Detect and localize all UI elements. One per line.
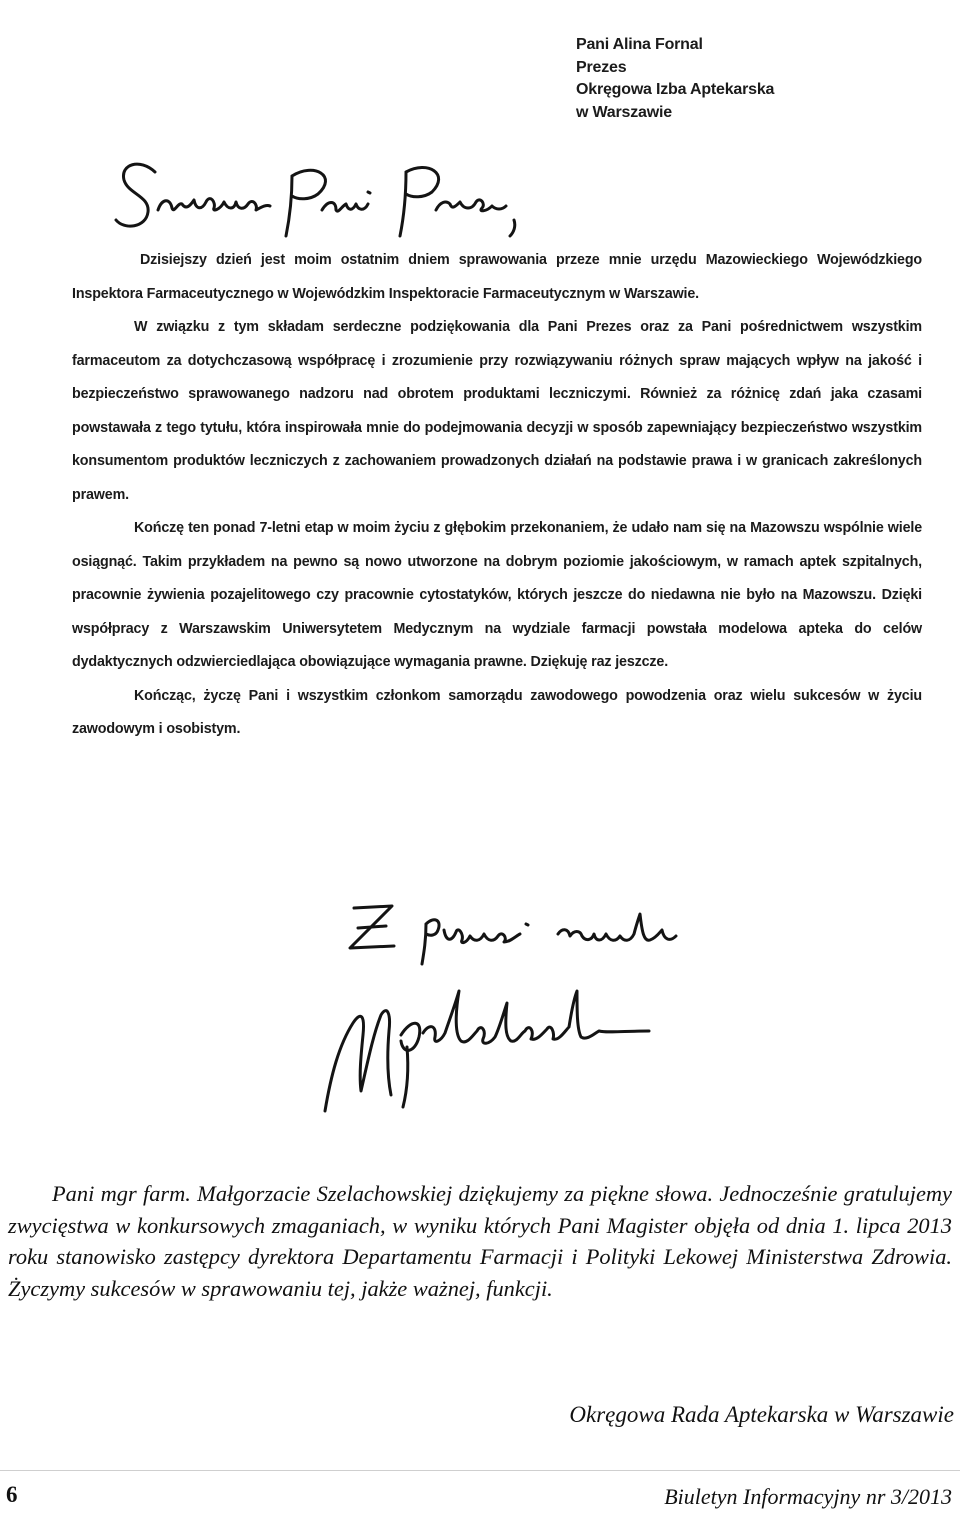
recipient-address	[576, 34, 774, 124]
letter-paragraph: Dzisiejszy dzień jest moim ostatnim dniem sprawowania przeze mnie urzędu Mazowieckiego Wojewódzkiego Inspektora Farmaceutycznego w Wojewódzkim Inspektoracie Farmaceutycznym w Warszawie.	[72, 252, 922, 302]
recipient-line: Okręgowa Izba Aptekarska	[576, 81, 775, 98]
letter-body	[72, 244, 922, 747]
recipient-line: Prezes	[576, 58, 627, 76]
letter-paragraph: Kończę ten ponad 7-letni etap w moim życiu z głębokim przekonaniem, że udało nam się na Mazowszu wspólnie wiele osiągnąć. Takim przykładem na pewno są nowo utworzone na dobrym poziomie jakościowym, w ramach aptek szpitalnych, pracownie żywienia pozajelitowego czy pracownie cytostatyków, których jeszcze do niedawna nie było na Mazowszu. Dzięki współpracy z Warszawskim Uniwersytetem Medycznym na wydziale farmacji powstała modelowa apteka do celów dydaktycznych odzwierciedlająca obowiązujące wymagania prawne. Dziękuję raz jeszcze.	[72, 520, 922, 670]
editorial-note	[8, 1178, 952, 1304]
recipient-line: w Warszawie	[576, 103, 672, 121]
publication-title: Biuletyn Informacyjny nr 3/2013	[664, 1484, 952, 1509]
recipient-line: Pani Alina Fornal	[576, 36, 703, 53]
editorial-signoff: Okręgowa Rada Aptekarska w Warszawie	[569, 1402, 954, 1427]
handwritten-signature	[315, 975, 655, 1115]
editorial-paragraph: Pani mgr farm. Małgorzacie Szelachowskiej dziękujemy za piękne słowa. Jednocześnie gratulujemy zwycięstwa w konkursowych zmaganiach, w wyniku których Pani Magister objęła od dnia 1. lipca 2013 roku stanowisko zastępcy dyrektora Departamentu Farmacji i Polityki Lekowej Ministerstwa Zdrowia. Życzymy sukcesów w sprawowaniu tej, jakże ważnej, funkcji.	[8, 1181, 952, 1301]
handwritten-salutation	[110, 150, 530, 250]
letter-paragraph: W związku z tym składam serdeczne podziękowania dla Pani Prezes oraz za Pani pośrednictwem wszystkim farmaceutom za dotychczasową współpracę i zrozumienie przy rozwiązywaniu różnych spraw mających wpływ na jakość i bezpieczeństwo sprawowanego nadzoru nad obrotem produktami leczniczymi. Również za różnicę zdań jaka czasami powstawała z tego tytułu, która inspirowała mnie do podejmowania decyzji w sposób zapewniający bezpieczeństwo wszystkim konsumentom produktów leczniczych z zachowaniem prowadzonych działań na podstawie prawa i w granicach zakreślonych prawem.	[72, 319, 922, 503]
footer-divider	[0, 1470, 960, 1471]
letter-paragraph: Kończąc, życzę Pani i wszystkim członkom samorządu zawodowego powodzenia oraz wielu sukcesów w życiu zawodowym i osobistym.	[72, 687, 922, 737]
handwritten-closing	[340, 890, 710, 970]
page-number: 6	[6, 1482, 18, 1507]
